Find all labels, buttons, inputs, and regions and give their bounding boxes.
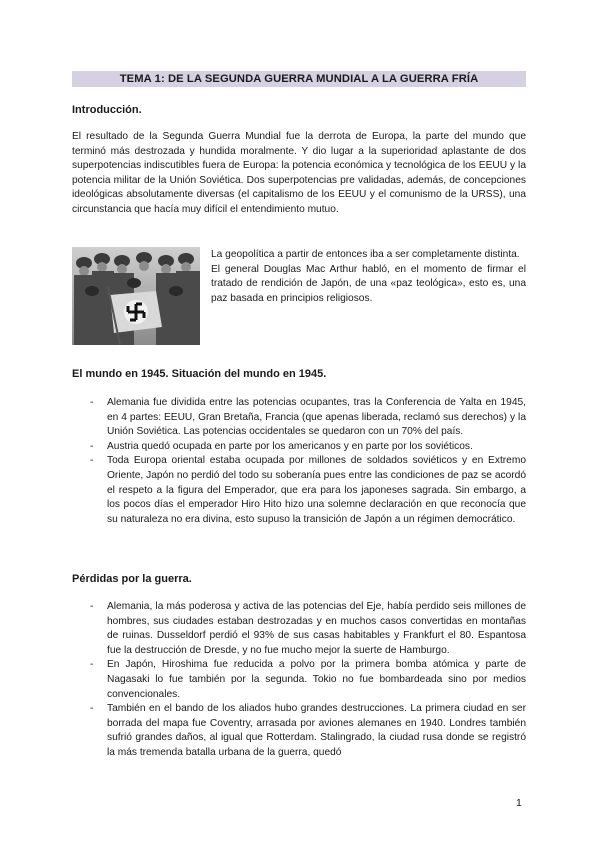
side-paragraph-2: El general Douglas Mac Arthur habló, en el momento de firmar el tratado de rendición de Japón, de una «paz teológica», esto es, una paz basada en principios religiosos. [211, 263, 526, 304]
side-paragraph-1: La geopolítica a partir de entonces iba a ser completamente distinta. [211, 249, 520, 260]
intro-paragraph: El resultado de la Segunda Guerra Mundial fue la derrota de Europa, la parte del mundo que terminó más destrozada y hundida moralmente. Y dio lugar a la superioridad aplastante de dos superpotencias indiscutibles fuera de Europa: la potencia económica y tecnológica de los EEUU y la potencia militar de la Unión Soviética. Dos superpotencias pre validadas, además, de concepciones ideológicas absolutamente diversas (el capitalismo de los EEUU y el comunismo de la URSS), una circunstancia que hacía muy difícil el entendimiento mutuo. [72, 131, 526, 215]
list-item: - También en el bando de los aliados hubo grandes destrucciones. La primera ciudad en ser borrada del mapa fue Coventry, arrasada por aviones alemanes en 1940. Londres también sufrió grandes daños, al igual que Rotterdam. Stalingrado, la ciudad rusa donde se registró la más tremenda batalla urbana de la guerra, quedó [90, 703, 526, 758]
list-item: - Alemania, la más poderosa y activa de las potencias del Eje, había perdido seis millones de hombres, sus ciudades estaban destrozadas y en muchos casos convertidas en montañas de ruinas. Dusseldorf perdió el 93% de sus casas habitables y Frankfurt el 80. Espantosa fue la destrucción de Dresde, y no fue mucho mejor la suerte de Hamburgo. [90, 601, 526, 656]
bullet-marker: - [90, 703, 94, 715]
list-item: - Alemania fue dividida entre las potencias ocupantes, tras la Conferencia de Yalta en 1945, en 4 partes: EEUU, Gran Bretaña, Francia (que apenas liberada, reclamó sus derechos) y la Unión Soviética. Las potencias occidentales se quedaron con un 70% del país. [90, 397, 526, 438]
list-item: - Toda Europa oriental estaba ocupada por millones de soldados soviéticos y en Extremo Oriente, Japón no perdió del todo su soberanía pues entre las condiciones de paz se acordó el respeto a la figura del Emperador, que era para los japoneses sagrada. Sin embargo, a los pocos días el emperador Hiro Hito hizo una solemne declaración en que reconocía que su naturaleza no era divina, esto supuso la transición de Japón a un régimen democrático. [90, 455, 526, 525]
page-number: 1 [516, 797, 522, 809]
bullet-marker: - [90, 440, 94, 452]
document-title: TEMA 1: DE LA SEGUNDA GUERRA MUNDIAL A LA GUERRA FRÍA [72, 71, 526, 87]
list-item: - Austria quedó ocupada en parte por los americanos y en parte por los soviéticos. [72, 440, 526, 455]
bullet-marker: - [90, 455, 94, 467]
section2-list [72, 600, 526, 761]
historical-photo-soldiers-flag [72, 247, 200, 345]
intro-heading: Introducción. [72, 104, 142, 116]
bullet-marker: - [90, 601, 94, 612]
section1-heading: El mundo en 1945. Situación del mundo en 1945. [72, 368, 327, 380]
bullet-marker: - [90, 659, 94, 671]
section2-heading: Pérdidas por la guerra. [72, 573, 192, 585]
photo-side-text [211, 248, 526, 306]
list-item: - En Japón, Hiroshima fue reducida a polvo por la primera bomba atómica y parte de Nagasaki lo fue también por la segunda. Tokio no fue bombardeada sino por medios convencionales. [90, 659, 526, 700]
bullet-marker: - [90, 397, 94, 408]
section1-list [72, 396, 526, 527]
